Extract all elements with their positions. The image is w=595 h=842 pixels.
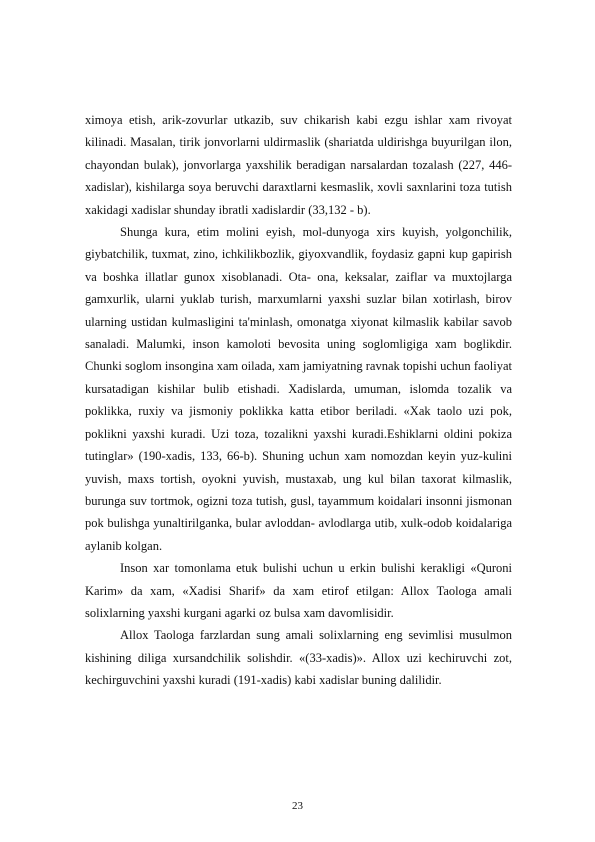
paragraph-3: Inson xar tomonlama etuk bulishi uchun u erkin bulishi kerakligi «Quroni Karim» da xam, «Xadisi Sharif» da xam etirof etilgan: Allox Taologa amali solixlarning yaxshi kurgani agarki oz bulsa xam davomlisidir. <box>85 561 512 620</box>
paragraph-1: ximoya etish, arik-zovurlar utkazib, suv chikarish kabi ezgu ishlar xam rivoyat kilinadi. Masalan, tirik jonvorlarni uldirmaslik (shariatda uldirishga buyurilgan ilon, chayondan bulak), jonvorlarga yaxshilik beradigan narsalardan tozalash (227, 446- xadislar), kishilarga soya beruvchi daraxtlarni kesmaslik, xovli saxnlarini toza tutish xakidagi xadislar shunday ibratli xadislardir (33,132 - b). <box>85 113 512 217</box>
page-number: 23 <box>292 800 303 812</box>
paragraph-2: Shunga kura, etim molini eyish, mol-dunyoga xirs kuyish, yolgonchilik, gіybatchilik, tuxmat, zino, ichkilikbozlik, giyoxvandlik, foydasiz gapni kup gapirish va boshka illatlar gunox xisoblanadi. Ota- ona, keksalar, zaiflar va muxtojlarga gamxurlik, ularni yuklab turish, marxumlarni yaxshi suzlar bilan xotirlash, birov ularning ustidan kulmasligini ta'minlash, omonatga xiyonat kilmaslik kabilar savob sanaladi. Malumki, inson kamoloti bevosita uning soglomligiga xam boglikdir. Chunki soglom insongina xam oilada, xam jamiyatning ravnak topishi uchun faoliyat kursatadigan kishilar bulib etishadi. Xadislarda, umuman, islomda tozalik va poklikka, ruxiy va jismoniy poklikka katta etibor beriladi. «Xak taolo uzi pok, poklikni yaxshi kuradi. Uzi toza, tozalikni yaxshi kuradi.Eshiklarni oldini pokiza tutinglar» (190-xadis, 133, 66-b). Shuning uchun xam nomozdan keyin yuz-kulini yuvish, maxs tortish, oyokni yuvish, mustaxab, ung kul bilan taxorat kilmaslik, burunga suv tortmok, ogizni toza tutish, gusl, tayammum koidalari insonni jismonan pok bulishga yunaltirilganka, bular avloddan- avlodlarga utib, xulk-odob koidalariga aylanib kolgan. <box>85 225 512 553</box>
document-body <box>85 109 512 692</box>
paragraph-4: Allox Taologa farzlardan sung amali solixlarning eng sevimlisi musulmon kishining diliga xursandchilik solishdir. «(33-xadis)». Allox uzi kechiruvchi zot, kechirguvchini yaxshi kuradi (191-xadis) kabi xadislar buning dalilidir. <box>85 628 512 688</box>
